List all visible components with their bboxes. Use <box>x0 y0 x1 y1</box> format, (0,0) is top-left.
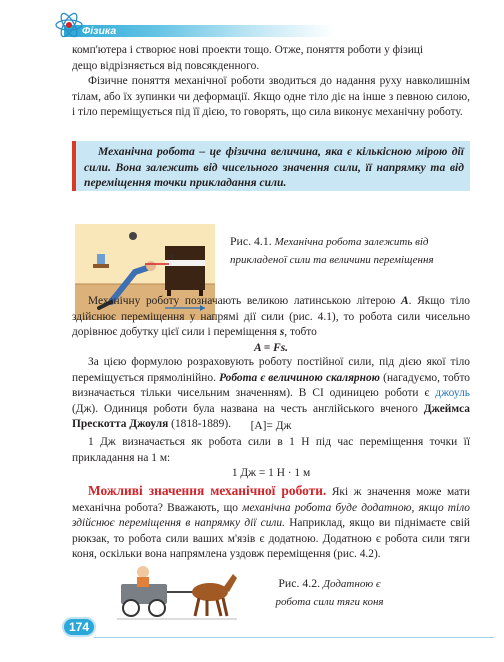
p4-part3: (Дж). Одиниця роботи була названа на честь англійського вченого <box>72 402 424 415</box>
p3-symbol-s: s <box>279 326 285 339</box>
definition-box <box>72 141 470 191</box>
paragraph-notation <box>72 294 470 341</box>
figure-4-2-caption <box>262 575 397 611</box>
paragraph-possible-values <box>72 483 470 563</box>
figure-4-2-horse-cart <box>115 562 240 622</box>
section-part1: Які ж значення може мати механічна робота? Вважають, що <box>72 486 470 514</box>
figure-4-2-label: Рис. 4.2. <box>278 576 321 590</box>
figure-4-1-caption <box>230 233 470 269</box>
figure-4-1-text: Механічна робота залежить від прикладеної сили та величини переміщення <box>230 236 434 266</box>
p3-part3: , тобто <box>284 326 317 339</box>
section-italic: механічна робота буде додатною, якщо тіло здійснює переміщення в напрямку дії сили. <box>72 501 470 530</box>
figure-4-2-text: Додатною є робота сили тяги коня <box>275 578 384 608</box>
section-part2: Наприклад, якщо ви піднімаєте свій рюкзак, то робота сили ваших м'язів є додатною. Додатною є робота сили тяги коня, оскільки вона напрямлена уздовж переміщення (рис. 4.2). <box>72 517 470 561</box>
footer-divider <box>94 637 494 638</box>
definition-text: – це фізична величина, яка є кількісною мірою дії сили. Вона залежить від чисельного значення сили, її напрямку та від переміщення точки прикладання сили. <box>84 145 464 190</box>
formula-joule: 1 Дж = 1 Н · 1 м <box>231 467 311 479</box>
figure-4-1-label: Рис. 4.1. <box>230 234 272 248</box>
p4-joule: джоуль <box>435 387 470 400</box>
paragraph-intro <box>72 43 470 74</box>
paragraph-intro-line2: дещо відрізняється від повсякденного. <box>72 59 260 72</box>
p3-symbol-a: A <box>401 295 409 307</box>
p4-part1: За цією формулою розраховують роботу постійної сили, під дією якої тіло переміщується прямолінійно. <box>72 356 470 384</box>
subject-title: Фізика <box>82 25 117 37</box>
formula-unit: [A]= Дж <box>250 420 292 432</box>
atom-logo-icon <box>54 10 84 40</box>
formula-work: A = Fs. <box>253 342 289 354</box>
page-number: 174 <box>68 620 90 634</box>
p4-joule-name: Джеймса Прескотта Джоуля <box>72 402 470 431</box>
p4-part4: (1818-1889). <box>168 418 231 431</box>
section-heading: Можливі значення механічної роботи. <box>88 483 327 498</box>
p3-part1: Механічну роботу позначають великою латинською літерою <box>88 295 402 307</box>
subject-header <box>64 25 334 37</box>
definition-term: Механічна робота <box>98 145 195 158</box>
svg-text:F: F <box>171 254 176 262</box>
paragraph-mechanical-work: Фізичне поняття механічної роботи зводиться до надання руху навколишнім тілам, або їх зупинки чи деформації. Якщо одне тіло діє на інше з певною силою, і тіло переміщується під її дією, то говорять, що сила виконує механічну роботу. <box>72 75 470 119</box>
p4-scalar: Робота є величиною скалярною <box>219 371 380 384</box>
paragraph-intro-line1: комп'ютера і створює нові проекти тощо. Отже, поняття роботи у фізиці <box>72 44 424 56</box>
page-number-badge <box>62 617 96 637</box>
p4-part2: (нагадуємо, тобто визначається тільки чисельним значенням). В СІ одиницею роботи є <box>72 371 470 400</box>
paragraph-joule-definition: 1 Дж визначається як робота сили в 1 Н під час переміщення точки її прикладання на 1 м: <box>72 436 470 464</box>
p3-part2: . Якщо тіло здійснює переміщення у напрямі дії сили (рис. 4.1), то робота сили чисельно дорівнює добутку цієї сили і переміщення <box>72 295 470 339</box>
